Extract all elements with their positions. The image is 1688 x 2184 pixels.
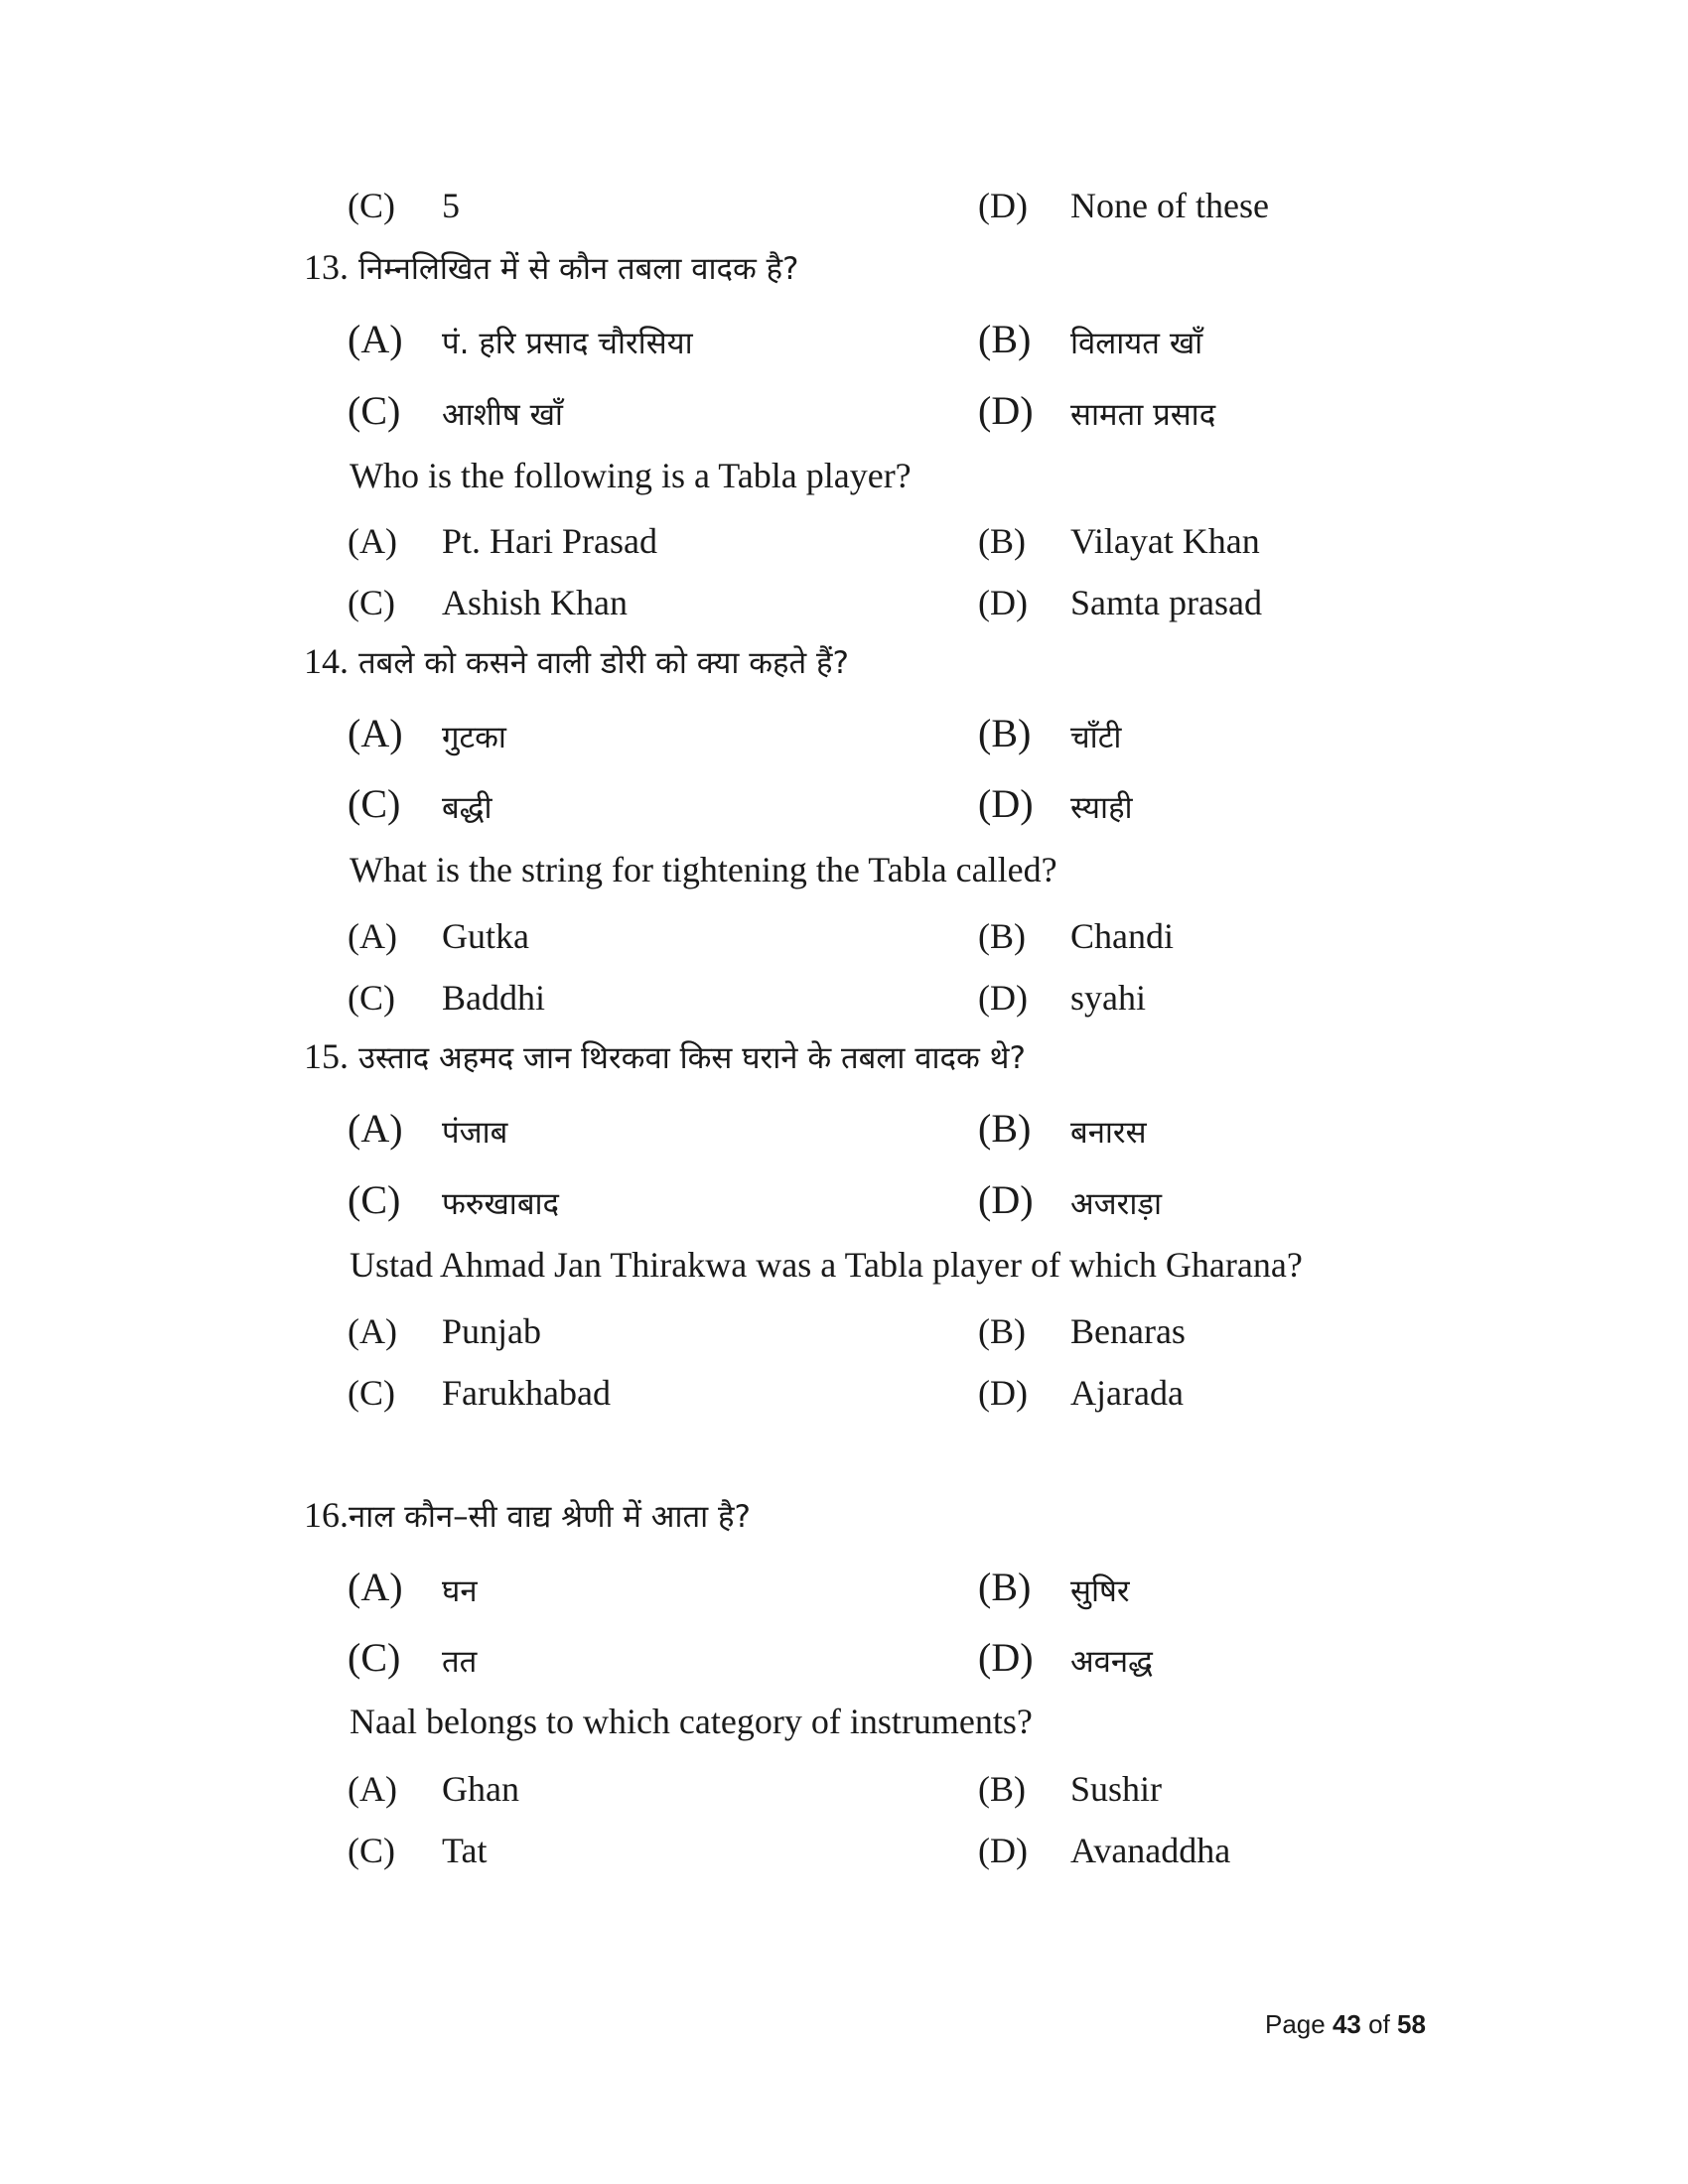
option-label: (C) xyxy=(348,1373,395,1413)
question-number: 15. xyxy=(304,1036,349,1076)
option-text: तत xyxy=(442,1644,478,1680)
question-text: निम्नलिखित में से कौन तबला वादक है? xyxy=(358,251,799,287)
option-label: (D) xyxy=(978,1177,1034,1222)
option-label: (B) xyxy=(978,521,1026,561)
q13-english-options-ab xyxy=(0,514,1688,570)
q14-hindi-options-ab xyxy=(0,706,1688,761)
q13-hindi-options-cd xyxy=(0,383,1688,439)
question-text: उस्ताद अहमद जान थिरकवा किस घराने के तबला वादक थे? xyxy=(358,1040,1026,1076)
option-text: Vilayat Khan xyxy=(1070,521,1260,561)
option-label: (D) xyxy=(978,583,1028,622)
option-text: Gutka xyxy=(442,916,529,956)
q13-hindi-options-ab xyxy=(0,312,1688,367)
q14-hindi-options-cd xyxy=(0,776,1688,832)
page-word: Page xyxy=(1265,2009,1326,2039)
option-text: आशीष खाँ xyxy=(442,397,563,433)
of-word: of xyxy=(1368,2009,1390,2039)
option-label: (C) xyxy=(348,583,395,622)
option-label: (D) xyxy=(978,1373,1028,1413)
option-text: Samta prasad xyxy=(1070,583,1262,622)
option-text: विलायत खाँ xyxy=(1070,326,1203,361)
option-label: (A) xyxy=(348,317,403,361)
option-label: (D) xyxy=(978,1831,1028,1870)
q13-english-options-cd xyxy=(0,576,1688,631)
q16-hindi-options-cd xyxy=(0,1630,1688,1686)
option-label: (D) xyxy=(978,1635,1034,1680)
option-label: (B) xyxy=(978,317,1032,361)
question-text: तबले को कसने वाली डोरी को क्या कहते हैं? xyxy=(358,645,849,681)
option-text: Tat xyxy=(442,1831,488,1870)
option-label: (A) xyxy=(348,521,397,561)
option-text: Benaras xyxy=(1070,1311,1186,1351)
option-label: (C) xyxy=(348,1831,395,1870)
q14-hindi-question xyxy=(304,640,849,683)
current-page-number: 43 xyxy=(1332,2009,1361,2039)
option-label: (B) xyxy=(978,711,1032,755)
option-text: Pt. Hari Prasad xyxy=(442,521,657,561)
option-label: (A) xyxy=(348,1769,397,1809)
option-text: सुषिर xyxy=(1070,1573,1130,1609)
option-label: (B) xyxy=(978,1106,1032,1151)
option-text: पं. हरि प्रसाद चौरसिया xyxy=(442,326,693,361)
option-text: Punjab xyxy=(442,1311,542,1351)
option-text: syahi xyxy=(1070,978,1146,1018)
option-label: (C) xyxy=(348,388,401,433)
option-label: (A) xyxy=(348,916,397,956)
q15-hindi-options-cd xyxy=(0,1172,1688,1228)
q16-hindi-options-ab xyxy=(0,1560,1688,1615)
option-label: (D) xyxy=(978,186,1028,225)
option-text: Baddhi xyxy=(442,978,545,1018)
option-text: गुटका xyxy=(442,720,506,755)
question-number: 14. xyxy=(304,641,349,681)
option-label: (A) xyxy=(348,1106,403,1151)
option-text: पंजाब xyxy=(442,1115,508,1151)
option-label: (C) xyxy=(348,781,401,826)
q16-english-question: Naal belongs to which category of instruments? xyxy=(350,1702,1033,1741)
total-page-count: 58 xyxy=(1397,2009,1426,2039)
option-label: (C) xyxy=(348,1177,401,1222)
option-text: Chandi xyxy=(1070,916,1174,956)
option-text: अजराड़ा xyxy=(1070,1186,1163,1222)
option-text: फरुखाबाद xyxy=(442,1186,560,1222)
q16-hindi-question xyxy=(304,1494,751,1537)
option-text: 5 xyxy=(442,186,460,225)
question-number: 13. xyxy=(304,247,349,287)
q15-hindi-question xyxy=(304,1035,1026,1078)
option-text: Ghan xyxy=(442,1769,519,1809)
q16-english-options-cd xyxy=(0,1824,1688,1879)
q16-english-options-ab xyxy=(0,1762,1688,1818)
option-label: (B) xyxy=(978,1769,1026,1809)
option-text: अवनद्ध xyxy=(1070,1644,1153,1680)
option-label: (A) xyxy=(348,711,403,755)
option-label: (B) xyxy=(978,916,1026,956)
option-label: (B) xyxy=(978,1311,1026,1351)
option-label: (D) xyxy=(978,978,1028,1018)
option-text: बद्धी xyxy=(442,790,492,826)
option-label: (A) xyxy=(348,1565,403,1609)
q14-english-options-cd xyxy=(0,971,1688,1026)
option-label: (D) xyxy=(978,388,1034,433)
option-label: (A) xyxy=(348,1311,397,1351)
page-number-footer xyxy=(1265,2009,1426,2040)
option-text: स्याही xyxy=(1070,790,1133,826)
option-label: (C) xyxy=(348,186,395,225)
prev-options-row-cd xyxy=(0,179,1688,234)
q13-hindi-question xyxy=(304,246,799,289)
option-label: (D) xyxy=(978,781,1034,826)
question-text: नाल कौन–सी वाद्य श्रेणी में आता है? xyxy=(349,1499,751,1535)
option-text: Ajarada xyxy=(1070,1373,1184,1413)
option-text: सामता प्रसाद xyxy=(1070,397,1216,433)
q15-english-options-ab xyxy=(0,1304,1688,1360)
option-text: Ashish Khan xyxy=(442,583,628,622)
option-text: घन xyxy=(442,1573,478,1609)
q15-english-options-cd xyxy=(0,1366,1688,1422)
option-label: (C) xyxy=(348,978,395,1018)
option-text: Farukhabad xyxy=(442,1373,611,1413)
q14-english-question: What is the string for tightening the Tabla called? xyxy=(350,850,1057,889)
option-text: Sushir xyxy=(1070,1769,1163,1809)
option-label: (C) xyxy=(348,1635,401,1680)
option-text: Avanaddha xyxy=(1070,1831,1231,1870)
q13-english-question: Who is the following is a Tabla player? xyxy=(350,456,912,495)
q14-english-options-ab xyxy=(0,909,1688,965)
q15-hindi-options-ab xyxy=(0,1101,1688,1157)
option-label: (B) xyxy=(978,1565,1032,1609)
question-number: 16. xyxy=(304,1495,349,1535)
option-text: None of these xyxy=(1070,186,1269,225)
q15-english-question: Ustad Ahmad Jan Thirakwa was a Tabla player of which Gharana? xyxy=(350,1245,1303,1285)
option-text: बनारस xyxy=(1070,1115,1147,1151)
option-text: चाँटी xyxy=(1070,720,1122,755)
